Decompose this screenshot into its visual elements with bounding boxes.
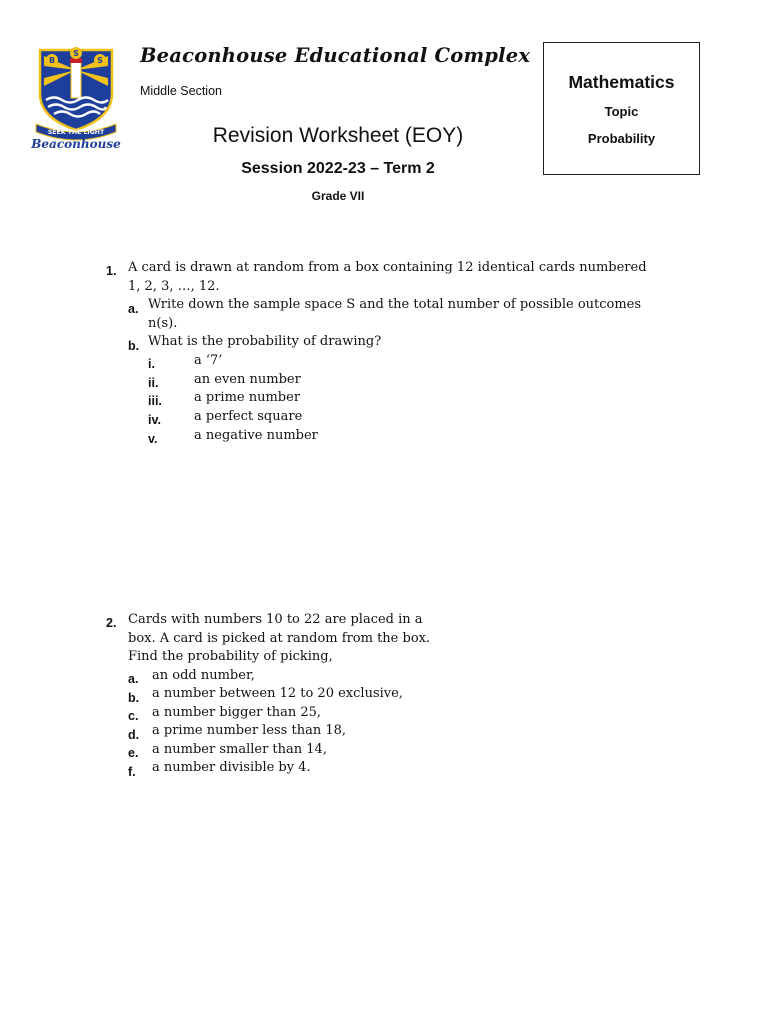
topic-value: Probability xyxy=(587,131,656,146)
part-marker: a. xyxy=(128,672,139,686)
question-stem-line: Cards with numbers 10 to 22 are placed in a xyxy=(128,612,423,627)
subpart-text: a negative number xyxy=(194,428,318,443)
subject-name: Mathematics xyxy=(568,72,675,92)
part-text: What is the probability of drawing? xyxy=(148,334,382,349)
svg-text:S: S xyxy=(73,49,79,58)
subpart-text: a ‘7’ xyxy=(194,353,223,368)
subpart-text: a perfect square xyxy=(194,409,303,424)
question-number: 2. xyxy=(106,616,117,630)
question-stem-line: A card is drawn at random from a box containing 12 identical cards numbered xyxy=(128,260,647,275)
subpart-marker: ii. xyxy=(148,376,159,390)
topic-label: Topic xyxy=(604,104,639,119)
part-marker: b. xyxy=(128,339,140,353)
part-text: a number divisible by 4. xyxy=(152,760,311,775)
part-text: n(s). xyxy=(148,316,178,331)
worksheet-title: Revision Worksheet (EOY) xyxy=(212,124,464,147)
question-stem-line: box. A card is picked at random from the box. xyxy=(128,631,431,646)
part-text: a number bigger than 25, xyxy=(152,705,322,720)
part-marker: b. xyxy=(128,691,140,705)
subpart-marker: v. xyxy=(148,432,158,446)
svg-text:Beaconhouse: Beaconhouse xyxy=(31,137,121,150)
part-text: Write down the sample space S and the total number of possible outcomes xyxy=(148,297,642,312)
question-number: 1. xyxy=(106,264,117,278)
question-stem-line: 1, 2, 3, …, 12. xyxy=(128,279,220,294)
part-marker: c. xyxy=(128,709,139,723)
part-marker: a. xyxy=(128,302,139,316)
subpart-text: an even number xyxy=(194,372,301,387)
svg-text:SEEK THE LIGHT: SEEK THE LIGHT xyxy=(47,129,105,136)
worksheet-grade: Grade VII xyxy=(311,189,365,203)
subpart-marker: iii. xyxy=(148,394,162,408)
worksheet-session: Session 2022-23 – Term 2 xyxy=(241,160,435,177)
section-name: Middle Section xyxy=(140,84,222,98)
subject-box xyxy=(543,42,700,175)
part-marker: f. xyxy=(128,765,136,779)
part-text: a number smaller than 14, xyxy=(152,742,327,757)
subpart-text: a prime number xyxy=(194,390,301,405)
part-marker: e. xyxy=(128,746,139,760)
part-text: a prime number less than 18, xyxy=(152,723,347,738)
question-stem-line: Find the probability of picking, xyxy=(128,649,333,664)
subpart-marker: iv. xyxy=(148,413,161,427)
part-text: an odd number, xyxy=(152,668,255,683)
svg-text:B: B xyxy=(48,56,56,65)
part-text: a number between 12 to 20 exclusive, xyxy=(152,686,403,701)
svg-text:S: S xyxy=(97,56,103,65)
part-marker: d. xyxy=(128,728,140,742)
subpart-marker: i. xyxy=(148,357,155,371)
school-name: Beaconhouse Educational Complex xyxy=(140,44,531,67)
